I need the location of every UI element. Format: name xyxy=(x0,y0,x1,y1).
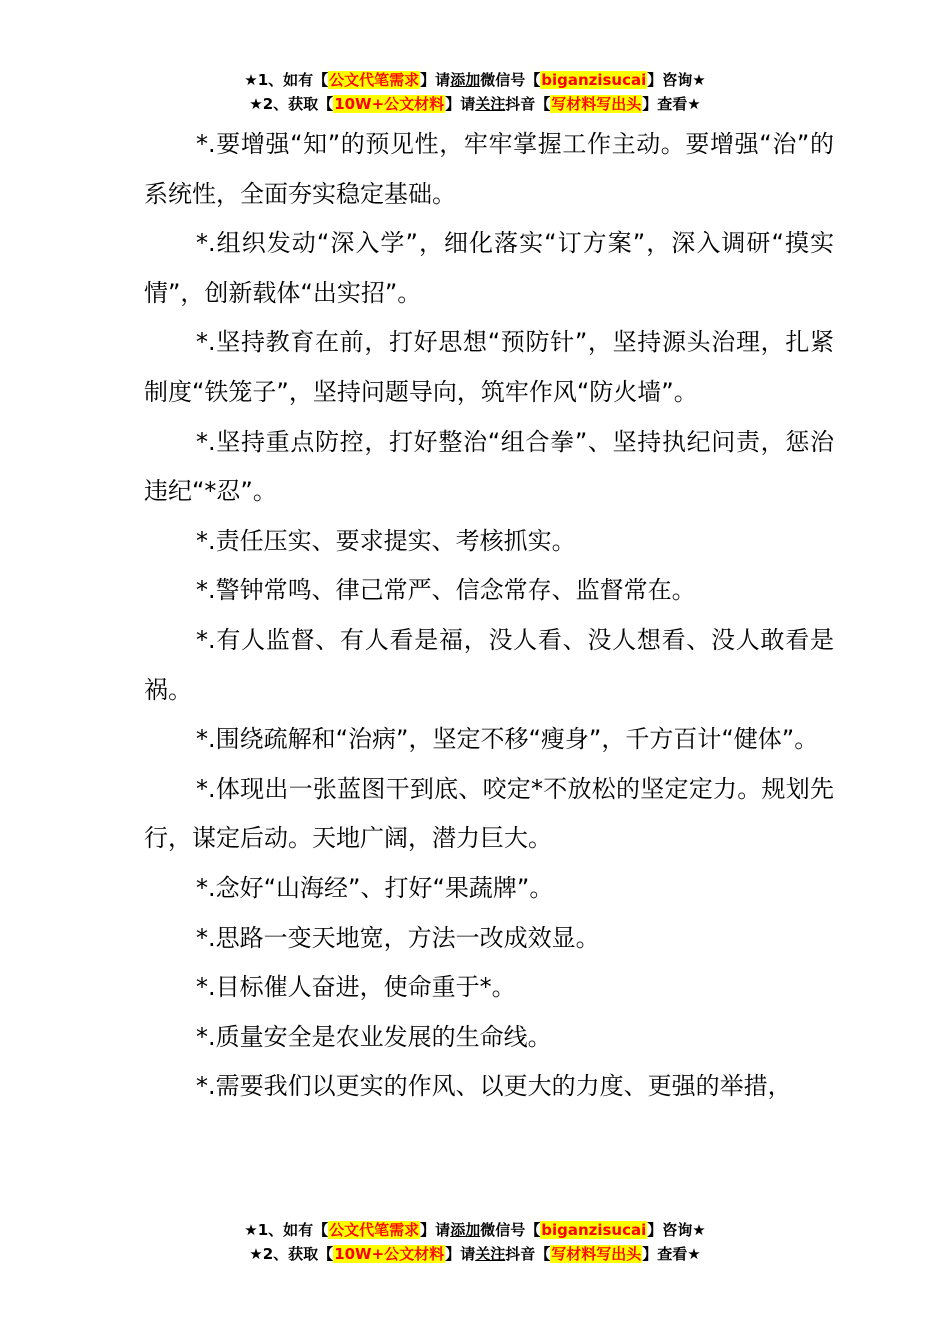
banner-text: ★1、如有【 xyxy=(244,1221,329,1239)
paragraph: *.思路一变天地宽，方法一改成效显。 xyxy=(196,923,600,952)
banner-text: 】请 xyxy=(445,1245,476,1263)
banner-text: 抖音【 xyxy=(505,1245,551,1263)
banner-highlight: biganzisucai xyxy=(541,1221,647,1239)
banner-text: 】请 xyxy=(420,1221,451,1239)
footer-banner xyxy=(0,1218,950,1266)
banner-text: 微信号【 xyxy=(480,1221,541,1239)
banner-text: 】查看★ xyxy=(642,95,701,113)
paragraph: *.质量安全是农业发展的生命线。 xyxy=(196,1022,552,1051)
banner-text: ★2、获取【 xyxy=(249,1245,334,1263)
paragraph: *.目标催人奋进，使命重于*。 xyxy=(196,973,516,1002)
banner-text: 】咨询★ xyxy=(647,1221,706,1239)
paragraph: *.需要我们以更实的作风、以更大的力度、更强的举措， xyxy=(196,1072,792,1101)
banner-line-1 xyxy=(0,68,950,92)
paragraph: *.体现出一张蓝图干到底、咬定*不放松的坚定定力。规划先行，谋定后动。天地广阔，潜力巨大。 xyxy=(144,774,834,853)
header-banner xyxy=(0,68,950,116)
banner-highlight: 10W+公文材料 xyxy=(334,95,445,113)
banner-highlight: biganzisucai xyxy=(541,71,647,89)
banner-underlined-text: 关注 xyxy=(475,1245,506,1263)
banner-text: ★1、如有【 xyxy=(244,71,329,89)
banner-line-1 xyxy=(0,1218,950,1242)
paragraph: *.警钟常鸣、律己常严、信念常存、监督常在。 xyxy=(196,576,696,605)
paragraph: *.要增强“知”的预见性，牢牢掌握工作主动。要增强“治”的系统性，全面夯实稳定基础。 xyxy=(144,130,834,208)
banner-highlight: 10W+公文材料 xyxy=(334,1245,445,1263)
banner-highlight: 公文代笔需求 xyxy=(329,1221,420,1239)
banner-text: 】咨询★ xyxy=(647,71,706,89)
banner-highlight: 写材料写出头 xyxy=(551,1245,642,1263)
document-body xyxy=(144,120,834,1112)
banner-underlined-text: 添加 xyxy=(450,71,481,89)
paragraph: *.围绕疏解和“治病”，坚定不移“瘦身”，千方百计“健体”。 xyxy=(196,725,819,754)
banner-text: ★2、获取【 xyxy=(249,95,334,113)
banner-highlight: 公文代笔需求 xyxy=(329,71,420,89)
paragraph: *.坚持重点防控，打好整治“组合拳”、坚持执纪问责，惩治违纪“*忍”。 xyxy=(144,427,834,506)
paragraph: *.责任压实、要求提实、考核抓实。 xyxy=(196,526,576,555)
banner-text: 微信号【 xyxy=(480,71,541,89)
banner-underlined-text: 关注 xyxy=(475,95,506,113)
paragraph: *.有人监督、有人看是福，没人看、没人想看、没人敢看是祸。 xyxy=(144,625,834,704)
paragraph: *.坚持教育在前，打好思想“预防针”，坚持源头治理，扎紧制度“铁笼子”，坚持问题导向，筑牢作风“防火墙”。 xyxy=(144,328,834,406)
banner-text: 抖音【 xyxy=(505,95,551,113)
banner-text: 】请 xyxy=(420,71,451,89)
banner-text: 】查看★ xyxy=(642,1245,701,1263)
paragraph: *.念好“山海经”、打好“果蔬牌”。 xyxy=(196,873,554,902)
banner-underlined-text: 添加 xyxy=(450,1221,481,1239)
banner-line-2 xyxy=(0,92,950,116)
banner-text: 】请 xyxy=(445,95,476,113)
banner-highlight: 写材料写出头 xyxy=(551,95,642,113)
banner-line-2 xyxy=(0,1242,950,1266)
paragraph: *.组织发动“深入学”，细化落实“订方案”，深入调研“摸实情”，创新载体“出实招”。 xyxy=(144,229,834,307)
